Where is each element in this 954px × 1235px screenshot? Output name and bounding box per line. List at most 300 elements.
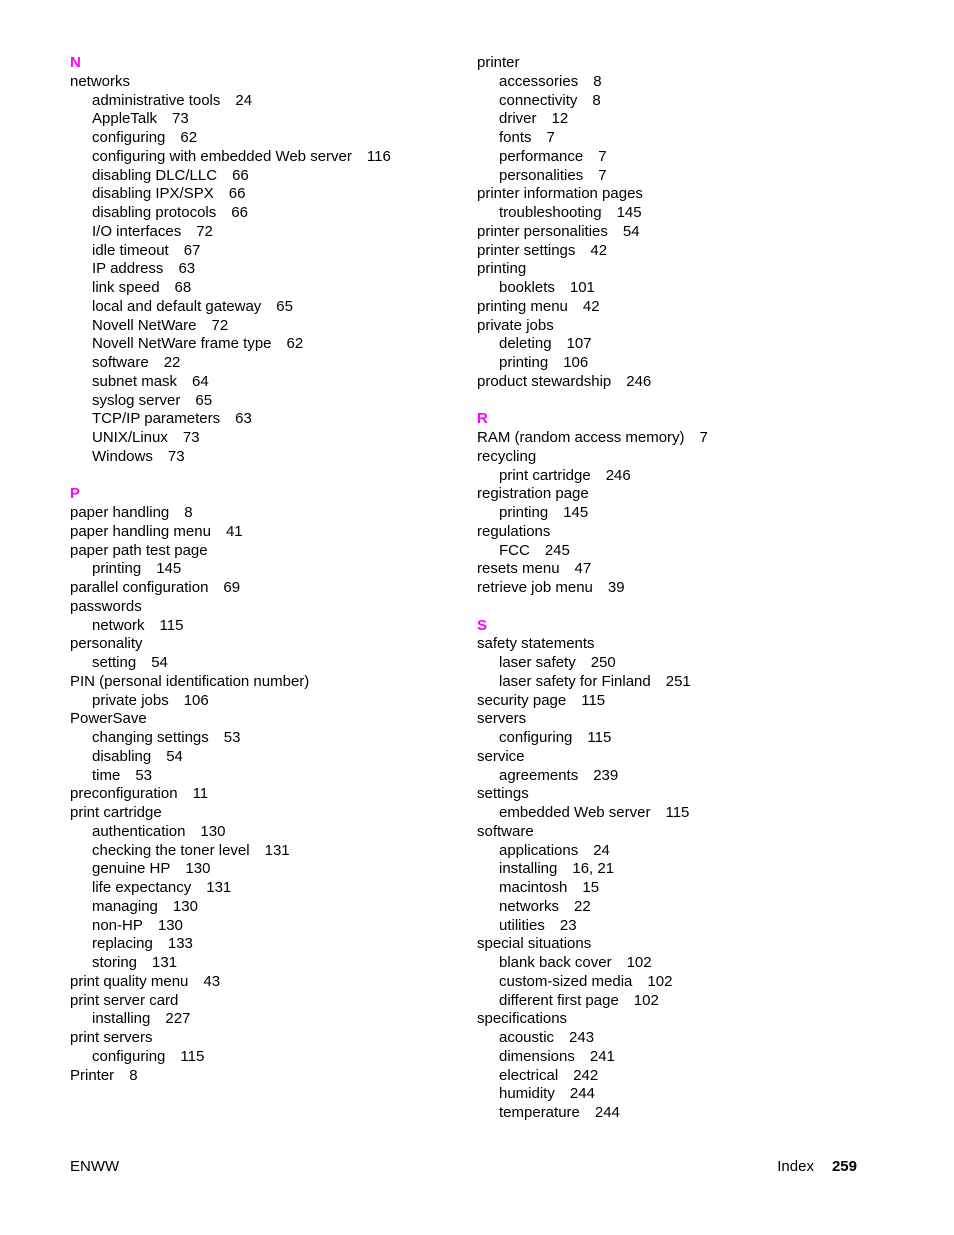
index-term: embedded Web server <box>499 804 651 821</box>
index-entry <box>477 523 877 542</box>
index-subentry <box>477 673 877 692</box>
index-subentry <box>70 935 460 954</box>
index-term: local and default gateway <box>92 297 262 315</box>
index-entry <box>70 673 460 692</box>
index-term: printer personalities <box>477 222 608 240</box>
index-term: macintosh <box>499 879 568 896</box>
index-term: accessories <box>499 72 579 90</box>
index-page-reference[interactable]: 54 <box>166 747 183 765</box>
index-page-reference[interactable]: 53 <box>223 729 241 746</box>
index-page-reference[interactable]: 54 <box>151 654 168 671</box>
index-subentry <box>70 767 460 786</box>
index-term: printer settings <box>477 241 576 259</box>
index-entry <box>477 785 877 804</box>
index-term: temperature <box>499 1104 580 1121</box>
index-term: settings <box>477 785 529 803</box>
index-term: printing menu <box>477 297 568 315</box>
index-page-reference[interactable]: 246 <box>605 466 631 484</box>
index-subentry <box>477 898 877 917</box>
index-page-reference[interactable]: 63 <box>235 410 252 428</box>
index-page-reference[interactable]: 145 <box>616 204 642 221</box>
index-term: Novell NetWare <box>92 316 197 334</box>
index-subentry <box>477 729 877 748</box>
index-term: software <box>477 822 534 840</box>
footer-page-info <box>777 1158 857 1176</box>
index-entry <box>477 54 877 73</box>
index-page-reference[interactable]: 22 <box>574 897 591 915</box>
index-page-reference[interactable]: 115 <box>665 804 690 821</box>
index-subentry <box>477 129 877 148</box>
index-page-reference[interactable]: 106 <box>183 691 209 709</box>
index-page-reference[interactable]: 62 <box>180 129 198 146</box>
index-subentry <box>70 110 460 129</box>
index-term: printing <box>499 504 549 521</box>
index-subentry <box>70 917 460 936</box>
index-page-reference[interactable]: 39 <box>607 579 625 596</box>
index-page-reference[interactable]: 73 <box>172 110 189 128</box>
index-term: time <box>92 766 121 784</box>
index-page-reference[interactable]: 7 <box>598 166 607 184</box>
index-term: idle timeout <box>92 241 169 259</box>
index-subentry <box>477 1029 877 1048</box>
index-subentry <box>477 92 877 111</box>
index-term: checking the toner level <box>92 841 250 859</box>
index-page-reference[interactable]: 101 <box>569 279 595 296</box>
index-page-reference[interactable]: 72 <box>196 222 213 240</box>
index-page-reference[interactable]: 7 <box>699 429 708 446</box>
index-term: administrative tools <box>92 91 221 109</box>
index-term: Printer <box>70 1066 115 1084</box>
index-term: paper handling <box>70 504 170 521</box>
index-entry <box>70 1029 460 1048</box>
index-term: laser safety for Finland <box>499 672 651 690</box>
index-term: fonts <box>499 129 532 146</box>
index-term: recycling <box>477 447 537 465</box>
index-term: driver <box>499 110 537 128</box>
index-subentry <box>70 148 460 167</box>
index-subentry <box>477 1048 877 1067</box>
index-page-reference[interactable]: 245 <box>544 541 570 559</box>
index-subentry <box>70 260 460 279</box>
index-subentry <box>477 1067 877 1086</box>
index-term: non-HP <box>92 916 143 934</box>
index-term: humidity <box>499 1085 555 1103</box>
index-column-left <box>70 54 460 1085</box>
index-subentry <box>70 298 460 317</box>
index-page-reference[interactable]: 11 <box>192 785 209 803</box>
index-term: print quality menu <box>70 972 189 990</box>
index-page-reference[interactable]: 102 <box>626 954 652 971</box>
index-spacer <box>477 598 877 617</box>
index-page-reference[interactable]: 73 <box>182 429 200 446</box>
index-subentry <box>477 954 877 973</box>
index-page-reference[interactable]: 131 <box>152 954 178 971</box>
index-term: subnet mask <box>92 372 178 390</box>
index-term: print cartridge <box>70 804 162 821</box>
index-subentry <box>477 354 877 373</box>
index-page-reference[interactable]: 106 <box>563 354 589 371</box>
index-term: printer <box>477 54 520 71</box>
index-page-reference[interactable]: 115 <box>581 691 606 709</box>
index-page-reference[interactable]: 12 <box>551 110 569 128</box>
index-term: networks <box>70 72 131 90</box>
index-term: Novell NetWare frame type <box>92 335 272 353</box>
index-entry <box>70 710 460 729</box>
index-page-reference[interactable]: 8 <box>592 91 601 109</box>
index-page-reference[interactable]: 24 <box>593 841 610 859</box>
index-term: passwords <box>70 597 142 615</box>
index-entry <box>70 73 460 92</box>
index-term: acoustic <box>499 1029 555 1046</box>
index-term: blank back cover <box>499 954 612 971</box>
index-term: paper handling menu <box>70 522 211 540</box>
index-entry <box>477 710 877 729</box>
index-subentry <box>70 373 460 392</box>
index-entry <box>477 260 877 279</box>
index-term: configuring <box>92 1047 166 1065</box>
index-page-reference[interactable]: 227 <box>165 1010 191 1028</box>
index-entry <box>70 1067 460 1086</box>
index-term: registration page <box>477 485 589 503</box>
index-entry <box>70 579 460 598</box>
index-page-reference[interactable]: 53 <box>135 766 153 784</box>
index-term: installing <box>92 1010 151 1028</box>
index-term: security page <box>477 691 567 709</box>
index-term: TCP/IP parameters <box>92 410 221 428</box>
index-page-reference[interactable]: 244 <box>594 1104 620 1121</box>
index-page-reference[interactable]: 62 <box>286 335 304 353</box>
index-entry <box>477 748 877 767</box>
index-term: IP address <box>92 260 164 278</box>
index-term: electrical <box>499 1066 559 1084</box>
index-subentry <box>70 279 460 298</box>
index-page-reference[interactable]: 115 <box>180 1047 205 1065</box>
index-term: syslog server <box>92 391 181 409</box>
index-subentry <box>477 542 877 561</box>
index-entry <box>477 935 877 954</box>
index-page-reference[interactable]: 102 <box>633 991 659 1009</box>
index-entry <box>477 185 877 204</box>
index-letter-heading: P <box>70 485 81 503</box>
index-term: printer information pages <box>477 185 643 203</box>
index-term: preconfiguration <box>70 785 178 803</box>
index-entry <box>477 448 877 467</box>
index-page-reference[interactable]: 24 <box>235 91 253 109</box>
index-term: printing <box>92 560 142 578</box>
index-subentry <box>70 223 460 242</box>
index-term: product stewardship <box>477 372 612 390</box>
index-term: booklets <box>499 279 555 296</box>
index-page-reference[interactable]: 63 <box>178 260 196 278</box>
index-page-reference[interactable]: 69 <box>223 579 241 596</box>
index-term: safety statements <box>477 635 595 653</box>
index-page-reference[interactable]: 42 <box>590 241 608 259</box>
index-letter-heading: S <box>477 616 488 634</box>
index-page-reference[interactable]: 131 <box>264 841 290 859</box>
index-page-reference[interactable]: 65 <box>195 391 213 409</box>
index-page-reference[interactable]: 8 <box>184 504 193 521</box>
index-subentry <box>70 654 460 673</box>
index-term: special situations <box>477 935 592 953</box>
index-term: troubleshooting <box>499 204 602 221</box>
index-term: dimensions <box>499 1047 575 1065</box>
index-subentry <box>477 335 877 354</box>
index-subentry <box>70 898 460 917</box>
index-entry <box>477 223 877 242</box>
index-entry <box>477 298 877 317</box>
index-term: specifications <box>477 1010 568 1028</box>
index-subentry <box>70 167 460 186</box>
index-subentry <box>70 410 460 429</box>
index-term: paper path test page <box>70 541 208 559</box>
index-entry <box>477 692 877 711</box>
index-subentry <box>70 692 460 711</box>
index-page-reference[interactable]: 7 <box>598 147 607 165</box>
index-page-reference[interactable]: 23 <box>559 916 577 934</box>
index-subentry <box>477 1104 877 1123</box>
index-subentry <box>70 185 460 204</box>
index-entry <box>477 429 877 448</box>
index-term: configuring <box>499 729 573 746</box>
index-subentry <box>477 842 877 861</box>
index-entry <box>477 635 877 654</box>
index-page-reference[interactable]: 130 <box>185 860 211 878</box>
index-subentry <box>70 1048 460 1067</box>
index-page-reference[interactable]: 116 <box>366 147 391 165</box>
index-page-reference[interactable]: 8 <box>129 1066 138 1084</box>
index-subentry <box>70 823 460 842</box>
index-term: utilities <box>499 916 545 934</box>
index-letter-heading: R <box>477 410 488 428</box>
index-subentry <box>70 1010 460 1029</box>
index-page-reference[interactable]: 145 <box>563 504 589 521</box>
index-page-reference[interactable]: 115 <box>587 729 612 746</box>
index-entry <box>70 504 460 523</box>
index-page-reference[interactable]: 16, 21 <box>572 860 615 878</box>
index-subentry <box>70 204 460 223</box>
index-term: service <box>477 747 525 765</box>
index-page-reference[interactable]: 66 <box>231 204 248 221</box>
index-page-reference[interactable]: 42 <box>582 297 600 315</box>
index-page-reference[interactable]: 66 <box>228 185 246 203</box>
index-entry <box>70 598 460 617</box>
index-term: agreements <box>499 766 579 784</box>
index-page-reference[interactable]: 41 <box>225 522 243 540</box>
index-subentry <box>70 617 460 636</box>
index-subentry <box>477 167 877 186</box>
index-term: custom-sized media <box>499 972 633 990</box>
index-term: genuine HP <box>92 860 171 878</box>
index-subentry <box>70 92 460 111</box>
index-term: link speed <box>92 279 160 296</box>
index-term: UNIX/Linux <box>92 429 168 446</box>
index-term: PowerSave <box>70 710 147 728</box>
index-term: FCC <box>499 541 530 559</box>
index-subentry <box>477 804 877 823</box>
index-term: disabling protocols <box>92 204 217 221</box>
index-term: personalities <box>499 166 584 184</box>
index-term: replacing <box>92 935 153 953</box>
index-subentry <box>70 392 460 411</box>
index-term: print cartridge <box>499 466 591 484</box>
index-subentry <box>70 317 460 336</box>
index-term: different first page <box>499 991 619 1009</box>
index-page-reference[interactable]: 130 <box>200 822 226 840</box>
index-page-reference[interactable]: 68 <box>174 279 192 296</box>
index-page-reference[interactable]: 7 <box>546 129 555 146</box>
index-page-reference[interactable]: 115 <box>159 616 184 634</box>
index-entry <box>477 485 877 504</box>
index-subentry <box>477 279 877 298</box>
index-page-reference[interactable]: 47 <box>574 560 592 578</box>
index-term: performance <box>499 147 584 165</box>
index-term: applications <box>499 841 579 859</box>
index-term: printing <box>499 354 549 371</box>
index-page-reference[interactable]: 8 <box>593 72 602 90</box>
index-page-reference[interactable]: 131 <box>206 879 232 896</box>
index-entry <box>70 542 460 561</box>
index-entry <box>477 579 877 598</box>
index-term: deleting <box>499 335 552 353</box>
index-subentry <box>477 73 877 92</box>
index-page-reference[interactable]: 130 <box>172 897 198 915</box>
index-term: laser safety <box>499 654 576 671</box>
index-subentry <box>70 729 460 748</box>
index-term: parallel configuration <box>70 579 209 596</box>
index-term: AppleTalk <box>92 110 158 128</box>
index-subentry <box>70 354 460 373</box>
index-page-reference[interactable]: 72 <box>211 316 229 334</box>
index-subentry <box>70 335 460 354</box>
index-page-reference[interactable]: 73 <box>167 447 185 465</box>
index-subentry <box>477 467 877 486</box>
index-letter-heading: N <box>70 54 81 71</box>
index-term: retrieve job menu <box>477 579 593 596</box>
index-subentry <box>70 879 460 898</box>
index-term: print server card <box>70 991 179 1009</box>
index-subentry <box>70 448 460 467</box>
index-subentry <box>477 504 877 523</box>
footer-page-number: 259 <box>831 1158 857 1175</box>
index-term: printing <box>477 260 527 278</box>
index-term: private jobs <box>92 691 169 709</box>
index-page-reference[interactable]: 244 <box>569 1085 595 1103</box>
index-page-reference[interactable]: 239 <box>593 766 619 784</box>
index-term: disabling DLC/LLC <box>92 166 218 184</box>
index-term: networks <box>499 897 560 915</box>
index-subentry <box>70 129 460 148</box>
index-page-reference[interactable]: 22 <box>163 354 181 371</box>
index-term: Windows <box>92 447 153 465</box>
index-entry <box>70 973 460 992</box>
index-entry <box>477 823 877 842</box>
index-term: PIN (personal identification number) <box>70 672 310 690</box>
index-subentry <box>477 654 877 673</box>
index-subentry <box>477 917 877 936</box>
index-subentry <box>70 842 460 861</box>
index-entry <box>70 785 460 804</box>
index-page-reference[interactable]: 67 <box>183 241 201 259</box>
index-page-reference[interactable]: 107 <box>566 335 592 353</box>
index-subentry <box>477 204 877 223</box>
index-term: network <box>92 616 145 634</box>
index-page-reference[interactable]: 243 <box>569 1029 595 1046</box>
index-page-reference[interactable]: 250 <box>590 654 616 671</box>
index-term: installing <box>499 860 558 878</box>
index-page-reference[interactable]: 43 <box>203 972 221 990</box>
index-term: connectivity <box>499 91 578 109</box>
footer-section-label: Index <box>777 1158 814 1175</box>
index-entry <box>477 317 877 336</box>
index-term: authentication <box>92 822 186 840</box>
index-page-reference[interactable]: 251 <box>665 672 691 690</box>
index-term: regulations <box>477 522 551 540</box>
index-column-right <box>477 54 877 1123</box>
index-term: storing <box>92 954 138 971</box>
index-subentry <box>477 148 877 167</box>
index-term: private jobs <box>477 316 554 334</box>
index-page-reference[interactable]: 102 <box>647 972 673 990</box>
index-entry <box>70 992 460 1011</box>
index-term: setting <box>92 654 137 671</box>
index-subentry <box>70 748 460 767</box>
index-term: personality <box>70 635 143 653</box>
index-subentry <box>70 242 460 261</box>
index-page-reference[interactable]: 246 <box>626 372 652 390</box>
index-term: life expectancy <box>92 879 192 896</box>
index-entry <box>70 804 460 823</box>
index-term: software <box>92 354 149 371</box>
index-page-reference[interactable]: 241 <box>589 1047 615 1065</box>
index-page-reference[interactable]: 66 <box>232 166 249 184</box>
index-subentry <box>477 860 877 879</box>
index-term: configuring with embedded Web server <box>92 147 352 165</box>
index-subentry <box>70 860 460 879</box>
index-page-reference[interactable]: 54 <box>622 222 640 240</box>
index-subentry <box>70 560 460 579</box>
index-term: servers <box>477 710 527 728</box>
index-page-reference[interactable]: 130 <box>157 916 183 934</box>
index-page-reference[interactable]: 133 <box>167 935 193 953</box>
index-term: resets menu <box>477 560 560 578</box>
index-spacer <box>477 392 877 411</box>
index-page-reference[interactable]: 15 <box>582 879 600 896</box>
index-entry <box>70 523 460 542</box>
index-page-reference[interactable]: 242 <box>573 1066 599 1084</box>
index-subentry <box>70 954 460 973</box>
index-subentry <box>477 973 877 992</box>
index-subentry <box>477 110 877 129</box>
index-entry <box>477 560 877 579</box>
index-entry <box>70 635 460 654</box>
index-term: RAM (random access memory) <box>477 429 685 446</box>
index-page-reference[interactable]: 65 <box>276 297 293 315</box>
index-term: managing <box>92 897 158 915</box>
index-entry <box>477 1010 877 1029</box>
index-term: disabling IPX/SPX <box>92 185 214 203</box>
index-subentry <box>477 879 877 898</box>
index-subentry <box>477 1085 877 1104</box>
index-page-reference[interactable]: 64 <box>192 372 209 390</box>
index-subentry <box>477 992 877 1011</box>
index-term: changing settings <box>92 729 209 746</box>
index-term: configuring <box>92 129 166 146</box>
index-page-reference[interactable]: 145 <box>156 560 182 578</box>
index-entry <box>477 373 877 392</box>
index-term: I/O interfaces <box>92 222 182 240</box>
index-spacer <box>70 467 460 486</box>
index-term: disabling <box>92 747 152 765</box>
